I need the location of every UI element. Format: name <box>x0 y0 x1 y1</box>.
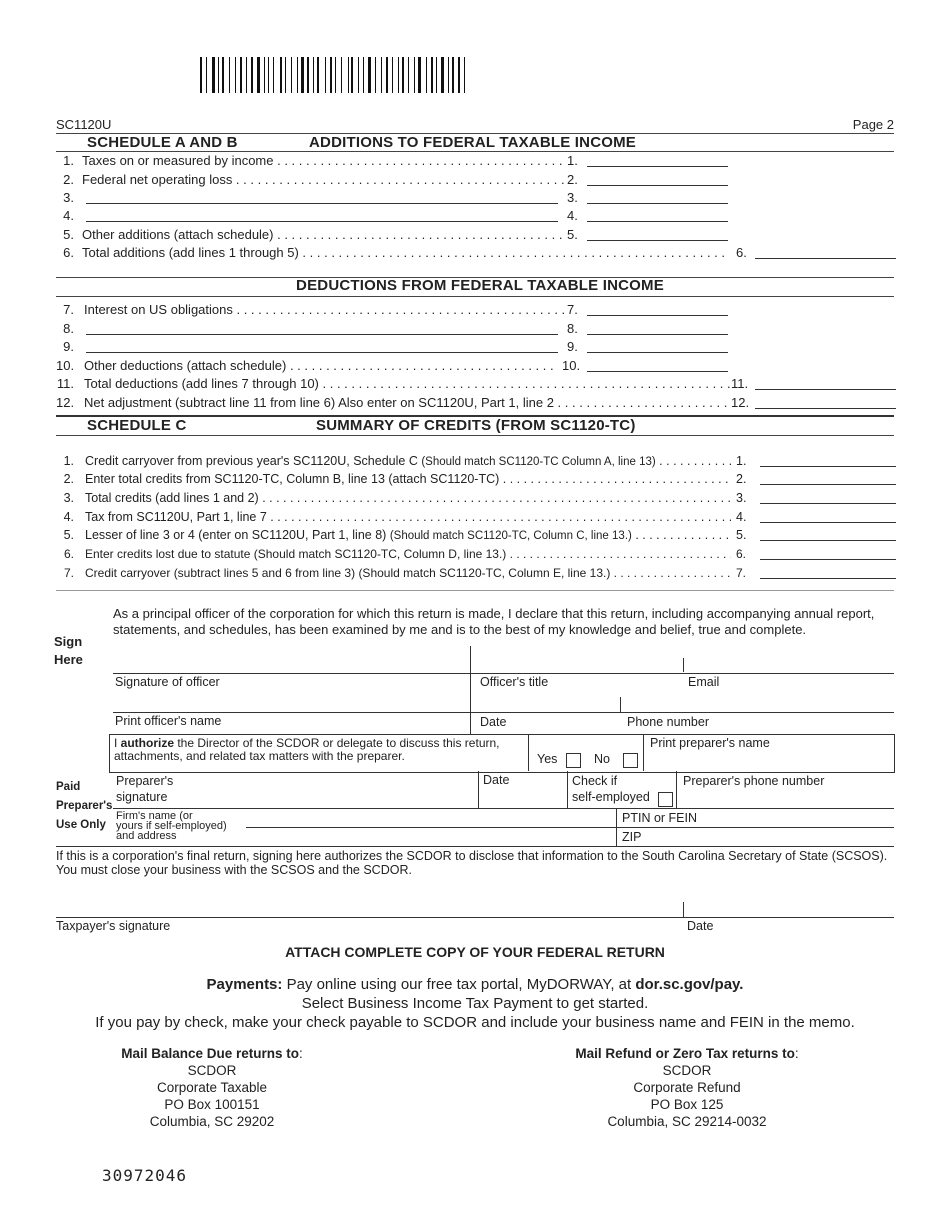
barcode-bar <box>428 57 429 93</box>
zip-field[interactable] <box>56 846 894 847</box>
email-label: Email <box>688 675 720 689</box>
barcode-bar <box>400 57 401 93</box>
barcode-bar <box>313 57 314 93</box>
deductions-title: DEDUCTIONS FROM FEDERAL TAXABLE INCOME <box>296 277 664 294</box>
form-id: SC1120U <box>56 117 112 132</box>
sign-label: Sign <box>54 634 83 649</box>
barcode-bar <box>307 57 309 93</box>
barcode-bar <box>338 57 340 93</box>
barcode-bar <box>293 57 295 93</box>
barcode-bar <box>445 57 446 93</box>
barcode-bar <box>257 57 260 93</box>
date-label: Date <box>480 715 507 729</box>
barcode-bar <box>461 57 462 93</box>
amount-field[interactable] <box>587 321 728 335</box>
barcode-bar <box>373 57 374 93</box>
firm-name-label: Firm's name (or yours if self-employed) and address <box>116 810 227 842</box>
barcode-bar <box>268 57 269 93</box>
line-row: 7. Credit carryover (subtract lines 5 and 6 from line 3) (Should match SC1120-TC, Column E, line 13.) . . . 7. <box>56 564 896 582</box>
ptin-field[interactable] <box>616 827 894 828</box>
line-label: Other deductions (attach schedule) . . . <box>84 357 558 375</box>
line-label: Total additions (add lines 1 through 5) . . . <box>82 244 728 262</box>
paid-label: Paid <box>56 781 81 793</box>
preparers-signature-label: Preparer's signature <box>116 774 174 804</box>
line-row: 2. Federal net operating loss . . . 2. <box>56 171 896 189</box>
preparers-phone-label: Preparer's phone number <box>683 774 825 788</box>
line-label: Net adjustment (subtract line 11 from line 6) Also enter on SC1120U, Part 1, line 2 . . . <box>84 394 730 412</box>
line-label: Total credits (add lines 1 and 2) . . . <box>85 489 731 507</box>
line-row: 8. 8. <box>56 320 896 338</box>
barcode-bar <box>406 57 407 93</box>
barcode-bar <box>466 57 469 93</box>
preparers-label: Preparer's <box>56 800 113 812</box>
self-employed-checkbox[interactable] <box>658 792 673 807</box>
no-label: No <box>594 752 610 766</box>
officers-title-label: Officer's title <box>480 675 549 689</box>
barcode-bar <box>448 57 449 93</box>
barcode-bar <box>456 57 457 93</box>
barcode-bar <box>238 57 239 93</box>
phone-number-label: Phone number <box>627 715 710 729</box>
barcode-bar <box>240 57 242 93</box>
barcode-bar <box>438 57 440 93</box>
barcode-bar <box>325 57 326 93</box>
mail-balance-due: Mail Balance Due returns to: SCDOR Corporate Taxable PO Box 100151 Columbia, SC 29202 <box>121 1046 303 1129</box>
barcode-bar <box>418 57 421 93</box>
payments-text: Payments: Pay online using our free tax portal, MyDORWAY, at dor.sc.gov/pay. Select Business Income Tax Payment to get started. If you pay by check, make your check payable to SCDOR and include your business name and FEIN in the memo. <box>95 976 855 1031</box>
amount-field[interactable] <box>755 376 896 390</box>
zip-label: ZIP <box>622 830 642 844</box>
amount-field[interactable] <box>760 527 896 541</box>
barcode-bar <box>393 57 396 93</box>
form-code: 30972046 <box>102 1166 188 1185</box>
amount-field[interactable] <box>587 339 728 353</box>
line-label: Taxes on or measured by income . . . <box>82 152 564 170</box>
declaration-text: As a principal officer of the corporation for which this return is made, I declare that this return, including accompanying annual report, statements, and schedules, has been examined by me and is to the best of my knowledge and belief, true and complete. <box>113 606 875 637</box>
final-return-text: If this is a corporation's final return, signing here authorizes the SCDOR to disclose that information to the South Carolina Secretary of State (SCSOS). You must close your business with the SCSOS and the SCDOR. <box>56 849 888 877</box>
amount-field[interactable] <box>587 208 728 222</box>
barcode-bar <box>363 57 364 93</box>
barcode-bar <box>248 57 250 93</box>
barcode-bar <box>375 57 376 93</box>
amount-field[interactable] <box>760 490 896 504</box>
schedule-ab-title: SCHEDULE A AND B <box>87 134 238 151</box>
use-only-label: Use Only <box>56 819 106 831</box>
no-checkbox[interactable] <box>623 753 638 768</box>
signature-of-officer-label: Signature of officer <box>115 675 220 689</box>
yes-label: Yes <box>537 752 558 766</box>
barcode-bar <box>306 57 307 93</box>
barcode-bar <box>291 57 292 93</box>
line-row: 6. Enter credits lost due to statute (Should match SC1120-TC, Column D, line 13.) . . . 6. <box>56 545 896 563</box>
line-row: 1. Taxes on or measured by income . . . 1. <box>56 152 896 170</box>
amount-field[interactable] <box>587 227 728 241</box>
here-label: Here <box>54 652 83 667</box>
amount-field[interactable] <box>587 153 728 167</box>
barcode-bar <box>206 57 207 93</box>
barcode-bar <box>327 57 328 93</box>
barcode-bar <box>231 57 234 93</box>
print-preparers-name-label: Print preparer's name <box>650 736 770 750</box>
barcode-bar <box>335 57 336 93</box>
line-row: 4. 4. <box>56 207 896 225</box>
amount-field[interactable] <box>587 190 728 204</box>
barcode-bar <box>450 57 451 93</box>
barcode-bar <box>261 57 262 93</box>
barcode-bar <box>251 57 253 93</box>
barcode-bar <box>271 57 272 93</box>
barcode-bar <box>255 57 256 93</box>
barcode-bar <box>265 57 267 93</box>
amount-field[interactable] <box>760 509 896 523</box>
officer-title-email-field[interactable] <box>470 673 894 674</box>
barcode-bar <box>464 57 465 93</box>
barcode-bar <box>392 57 393 93</box>
barcode-bar <box>229 57 230 93</box>
barcode-bar <box>216 57 217 93</box>
barcode-bar <box>280 57 282 93</box>
amount-field[interactable] <box>587 302 728 316</box>
line-row: 7. Interest on US obligations . . . 7. <box>56 301 896 319</box>
barcode-bar <box>310 57 311 93</box>
line-label: Other additions (attach schedule) . . . <box>82 226 564 244</box>
barcode-bar <box>360 57 361 93</box>
mail-refund: Mail Refund or Zero Tax returns to: SCDOR Corporate Refund PO Box 125 Columbia, SC 29214-0032 <box>575 1046 799 1129</box>
print-officers-name-label: Print officer's name <box>115 714 222 728</box>
barcode-bar <box>341 57 342 93</box>
barcode-bar <box>288 57 290 93</box>
line-label: Credit carryover from previous year's SC1120U, Schedule C (Should match SC1120-TC Column A, line 13) . . . <box>85 452 731 471</box>
line-label: Total deductions (add lines 7 through 10) . . . <box>84 375 730 393</box>
barcode-bar <box>275 57 278 93</box>
barcode-bar <box>355 57 357 93</box>
barcode-bar <box>246 57 247 93</box>
barcode-bar <box>243 57 244 93</box>
description-field[interactable] <box>86 190 558 204</box>
line-row: 2. Enter total credits from SC1120-TC, Column B, line 13 (attach SC1120-TC) . . . 2. <box>56 470 896 488</box>
barcode-bar <box>398 57 399 93</box>
line-label: Enter credits lost due to statute (Should match SC1120-TC, Column D, line 13.) . . . <box>85 545 731 563</box>
barcode-bar <box>434 57 435 93</box>
barcode-bar <box>365 57 367 93</box>
barcode-bar <box>208 57 210 93</box>
barcode-bar <box>358 57 359 93</box>
barcode-bar <box>330 57 332 93</box>
barcode-bar <box>343 57 346 93</box>
line-label: Interest on US obligations . . . <box>84 301 564 319</box>
line-row: 6. Total additions (add lines 1 through 5) . . . 6. <box>56 244 896 262</box>
attach-notice: ATTACH COMPLETE COPY OF YOUR FEDERAL RETURN <box>285 944 665 960</box>
barcode-bar <box>218 57 219 93</box>
barcode-bar <box>297 57 298 93</box>
barcode <box>200 57 470 93</box>
barcode-bar <box>351 57 353 93</box>
line-row: 3. 3. <box>56 189 896 207</box>
amount-field[interactable] <box>760 453 896 467</box>
barcode-bar <box>212 57 215 93</box>
barcode-bar <box>273 57 274 93</box>
line-row: 10. Other deductions (attach schedule) . . . 10. <box>56 357 896 375</box>
barcode-bar <box>225 57 227 93</box>
officer-name-date-phone-field[interactable] <box>113 712 894 713</box>
page-number: Page 2 <box>852 117 894 132</box>
barcode-bar <box>383 57 385 93</box>
schedule-c-title: SCHEDULE C <box>87 417 187 434</box>
amount-field[interactable] <box>587 358 728 372</box>
barcode-bar <box>426 57 427 93</box>
barcode-bar <box>377 57 379 93</box>
description-field[interactable] <box>86 321 558 335</box>
barcode-bar <box>452 57 454 93</box>
amount-field[interactable] <box>755 395 896 409</box>
barcode-bar <box>402 57 404 93</box>
barcode-bar <box>431 57 433 93</box>
barcode-bar <box>301 57 304 93</box>
amount-field[interactable] <box>760 565 896 579</box>
taxpayer-date-label: Date <box>687 919 714 933</box>
barcode-bar <box>436 57 437 93</box>
barcode-bar <box>221 57 222 93</box>
barcode-bar <box>283 57 284 93</box>
taxpayer-signature-label: Taxpayer's signature <box>56 919 171 933</box>
summary-credits-title: SUMMARY OF CREDITS (FROM SC1120-TC) <box>316 417 636 434</box>
payment-link[interactable]: dor.sc.gov/pay. <box>635 976 744 993</box>
barcode-bar <box>408 57 409 93</box>
taxpayer-signature-field[interactable] <box>56 917 894 918</box>
barcode-bar <box>264 57 265 93</box>
barcode-bar <box>441 57 444 93</box>
barcode-bar <box>235 57 236 93</box>
barcode-bar <box>423 57 425 93</box>
barcode-bar <box>414 57 415 93</box>
barcode-bar <box>285 57 286 93</box>
yes-checkbox[interactable] <box>566 753 581 768</box>
check-if-label: Check if self-employed <box>572 774 650 804</box>
barcode-bar <box>410 57 412 93</box>
firm-name-field[interactable] <box>246 827 616 828</box>
additions-title: ADDITIONS TO FEDERAL TAXABLE INCOME <box>309 134 637 151</box>
line-label: Tax from SC1120U, Part 1, line 7 . . . <box>85 508 731 526</box>
line-row: 4. Tax from SC1120U, Part 1, line 7 . . . 4. <box>56 508 896 526</box>
barcode-bar <box>458 57 460 93</box>
line-row: 5. Other additions (attach schedule) . . . 5. <box>56 226 896 244</box>
barcode-bar <box>386 57 388 93</box>
amount-field[interactable] <box>587 172 728 186</box>
barcode-bar <box>200 57 202 93</box>
barcode-bar <box>368 57 371 93</box>
barcode-bar <box>315 57 316 93</box>
barcode-bar <box>348 57 349 93</box>
barcode-bar <box>317 57 319 93</box>
line-row: 1. Credit carryover from previous year's SC1120U, Schedule C (Should match SC1120-TC Column A, line 13) . . . 1. <box>56 452 896 470</box>
line-row: 5. Lesser of line 3 or 4 (enter on SC1120U, Part 1, line 8) (Should match SC1120-TC, Column C, line 13.) . . . 5. <box>56 526 896 544</box>
amount-field[interactable] <box>760 546 896 560</box>
line-label: Lesser of line 3 or 4 (enter on SC1120U, Part 1, line 8) (Should match SC1120-TC, Column C, line 13.) . . . <box>85 526 731 545</box>
preparer-date-label: Date <box>483 773 510 787</box>
amount-field[interactable] <box>755 245 896 259</box>
line-row: 9. 9. <box>56 338 896 356</box>
line-label: Federal net operating loss . . . <box>82 171 564 189</box>
line-label: Credit carryover (subtract lines 5 and 6 from line 3) (Should match SC1120-TC, Column E, line 13.) . . . <box>85 564 731 582</box>
barcode-bar <box>222 57 224 93</box>
line-row: 11. Total deductions (add lines 7 through 10) . . . 11. <box>56 375 896 393</box>
barcode-bar <box>390 57 391 93</box>
barcode-bar <box>350 57 351 93</box>
barcode-bar <box>333 57 334 93</box>
barcode-bar <box>416 57 417 93</box>
line-row: 3. Total credits (add lines 1 and 2) . . . 3. <box>56 489 896 507</box>
ptin-label: PTIN or FEIN <box>622 811 698 825</box>
barcode-bar <box>381 57 382 93</box>
barcode-bar <box>204 57 205 93</box>
authorize-text: I authorize the Director of the SCDOR or delegate to discuss this return, attachments, and related tax matters with the preparer. <box>114 736 500 763</box>
barcode-bar <box>299 57 300 93</box>
preparer-signature-field[interactable] <box>113 808 894 809</box>
barcode-bar <box>321 57 324 93</box>
line-label: Enter total credits from SC1120-TC, Column B, line 13 (attach SC1120-TC) . . . <box>85 470 731 488</box>
officer-signature-field[interactable] <box>113 673 470 674</box>
description-field[interactable] <box>86 339 558 353</box>
amount-field[interactable] <box>760 471 896 485</box>
description-field[interactable] <box>86 208 558 222</box>
line-row: 12. Net adjustment (subtract line 11 from line 6) Also enter on SC1120U, Part 1, line 2 . . . 12. <box>56 394 896 412</box>
